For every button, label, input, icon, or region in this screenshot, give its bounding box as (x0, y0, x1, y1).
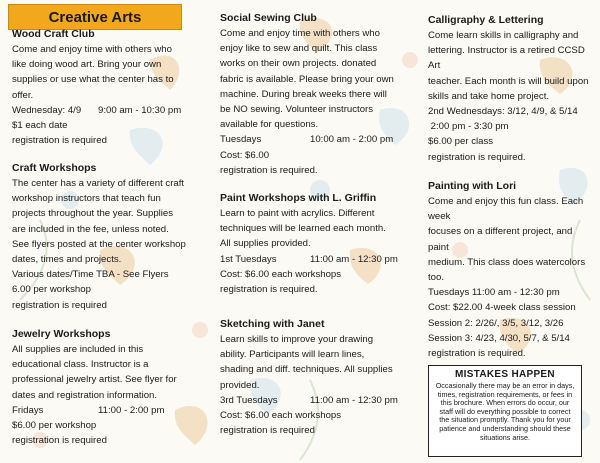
social-sewing-club-section (220, 10, 416, 178)
description-line: dates, times and projects. (12, 254, 122, 266)
schedule-time: 2:00 pm - 3:30 pm (428, 121, 509, 133)
notice-title: MISTAKES HAPPEN (455, 369, 555, 380)
registration-note: registration is required. (428, 348, 526, 360)
description-line: Come learn skills in calligraphy and (428, 30, 579, 41)
schedule-time: 9:00 am - 10:30 pm (98, 104, 182, 116)
section-title: Social Sewing Club (220, 12, 317, 24)
schedule-row (12, 103, 208, 118)
cost-text: $6.00 per class (428, 136, 494, 148)
cost-text: Cost: $6.00 each workshops (220, 268, 342, 280)
description-line: professional jewelry artist. See flyer for (12, 374, 177, 386)
description-line: teacher. Each month is will build upon (428, 75, 589, 87)
description-line: machine. During break weeks there will (220, 88, 387, 100)
sketching-section (220, 316, 416, 438)
description-line: offer. (12, 89, 34, 101)
schedule-day: Wednesday: 4/9 (12, 104, 82, 116)
description-line: medium. This class does watercolors too. (428, 256, 586, 284)
description-line: be NO sewing. Volunteer instructors (220, 104, 374, 116)
mistakes-notice-box (428, 365, 582, 457)
description-line: Learn to paint with acrylics. Different (220, 208, 375, 219)
section-title: Painting with Lori (428, 180, 517, 192)
schedule-time: 11:00 am - 12:30 pm (310, 253, 398, 265)
section-title: Sketching with Janet (220, 318, 325, 330)
description-line: See flyers posted at the center workshop (12, 238, 186, 250)
description-line: like doing wood art. Bring your own (12, 59, 162, 71)
notice-line: Occasionally there may be an error in days, (435, 381, 575, 390)
cost-text: 6.00 per workshop (12, 284, 91, 296)
description-line: projects throughout the year. Supplies (12, 208, 174, 220)
section-banner: Creative Arts (8, 4, 182, 30)
schedule-day: Tuesdays (220, 134, 262, 146)
schedule-dates: 2nd Wednesdays: 3/12, 4/9, & 5/14 (428, 106, 578, 118)
description-line: dates and registration information. (12, 389, 158, 401)
description-line: techniques will be learned each month. (220, 223, 386, 235)
description-line: provided. (220, 379, 260, 391)
description-line: supplies or use what the center has to (12, 74, 174, 86)
schedule-time: 11:00 am - 12:30 pm (310, 394, 398, 406)
description-line: Come and enjoy time with others who (12, 44, 172, 55)
section-title: Jewelry Workshops (12, 328, 111, 340)
section-title: Calligraphy & Lettering (428, 14, 544, 26)
notice-line: staff will do everything possible to correct (439, 406, 571, 416)
description-line: available for questions. (220, 119, 319, 131)
schedule-time: 11:00 - 2:00 pm (98, 404, 165, 416)
registration-note: registration is required (220, 425, 315, 437)
description-line: workshop instructors that teach fun (12, 193, 161, 205)
notice-line: patience and understanding should these (439, 423, 571, 433)
description-line: Come and enjoy time with others who (220, 28, 380, 39)
schedule-row: Tuesdays 11:00 am - 12:30 pm (428, 287, 560, 299)
wood-craft-club-section (12, 26, 208, 148)
registration-note: registration is required (12, 299, 107, 311)
session-dates: Session 3: 4/23, 4/30, 5/7, & 5/14 (428, 332, 570, 344)
notice-line: situations arise. (480, 432, 530, 442)
craft-workshops-section (12, 160, 208, 313)
description-line: The center has a variety of different craft (12, 178, 185, 189)
description-line: focuses on a different project, and paint (428, 226, 573, 253)
cost-text: Cost: $22.00 4-week class session (428, 302, 576, 314)
section-title: Wood Craft Club (12, 28, 95, 40)
description-line: ability. Participants will learn lines, (220, 349, 365, 361)
notice-line: times, registration requirements, or fees in (437, 389, 573, 399)
cost-text: $6.00 per workshop (12, 420, 97, 432)
registration-note: registration is required. (220, 164, 318, 176)
description-line: enjoy like to sew and quilt. This class (220, 43, 378, 55)
description-line: Learn skills to improve your drawing (220, 334, 374, 345)
paint-workshops-section (220, 190, 416, 297)
notice-line: the situation promptly. Thank you for your (439, 415, 571, 425)
description-line: Come and enjoy this fun class. Each week (428, 196, 584, 223)
calligraphy-section (428, 12, 594, 165)
description-line: shading and diff. techniques. All supplies (220, 364, 393, 376)
description-line: educational class. Instructor is a (12, 359, 149, 371)
schedule-day: 3rd Tuesdays (220, 394, 278, 406)
section-title: Paint Workshops with L. Griffin (220, 192, 377, 204)
description-line: All supplies provided. (220, 238, 311, 250)
description-line: fabric is available. Please bring your own (220, 73, 394, 85)
schedule-row (220, 393, 416, 408)
schedule-time: 10:00 am - 2:00 pm (310, 134, 394, 146)
schedule-row (220, 252, 416, 267)
jewelry-workshops-section (12, 326, 208, 448)
schedule-row (220, 132, 416, 147)
registration-note: registration is required (12, 435, 107, 447)
cost-text: Cost: $6.00 (220, 149, 270, 161)
registration-note: registration is required. (428, 151, 526, 163)
registration-note: registration is required. (220, 284, 318, 296)
description-line: are included in the fee, unless noted. (12, 223, 169, 235)
registration-note: registration is required (12, 135, 107, 147)
description-line: skills and take home project. (428, 90, 550, 102)
description-line: All supplies are included in this (12, 344, 144, 355)
notice-line: this brochure. When errors do occur, our (440, 398, 570, 408)
cost-text: Cost: $6.00 each workshops (220, 410, 342, 422)
schedule-row (12, 403, 208, 418)
schedule-day: 1st Tuesdays (220, 253, 277, 265)
description-line: lettering. Instructor is a retired CCSD Art (428, 45, 585, 72)
section-title: Craft Workshops (12, 162, 97, 174)
painting-with-lori-section (428, 178, 594, 361)
description-line: Various dates/Time TBA - See Flyers (12, 269, 169, 281)
cost-text: $1 each date (12, 120, 68, 132)
description-line: works on their own projects. donated (220, 58, 377, 70)
schedule-day: Fridays (12, 404, 44, 416)
session-dates: Session 2: 2/26/, 3/5, 3/12, 3/26 (428, 317, 564, 329)
